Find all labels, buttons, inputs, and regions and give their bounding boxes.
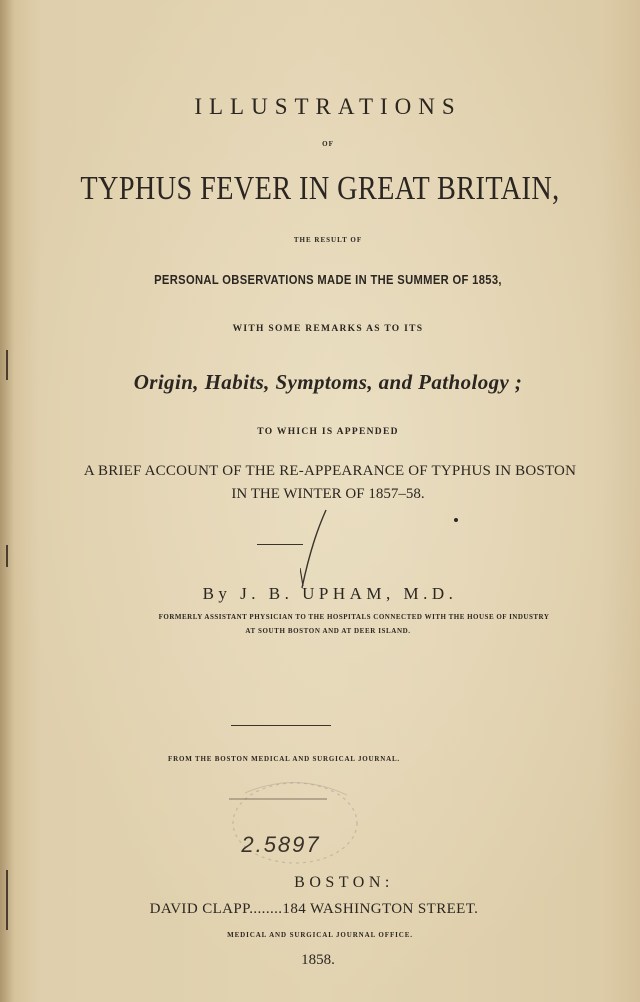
author-line: By J. B. UPHAM, M.D. — [202, 584, 458, 603]
divider-rule — [231, 725, 331, 726]
binding-mark — [6, 545, 8, 567]
imprint-city: BOSTON: — [294, 874, 394, 891]
binding-mark — [6, 870, 8, 930]
heading-illustrations: ILLUSTRATIONS — [194, 94, 462, 119]
subtitle-observations: PERSONAL OBSERVATIONS MADE IN THE SUMMER OF 1853, — [154, 272, 502, 287]
pen-mark — [300, 508, 330, 590]
imprint-office: MEDICAL AND SURGICAL JOURNAL OFFICE. — [227, 931, 413, 939]
subtitle-appended: TO WHICH IS APPENDED — [257, 427, 399, 437]
subtitle-remarks: WITH SOME REMARKS AS TO ITS — [232, 324, 424, 334]
imprint-publisher: DAVID CLAPP........184 WASHINGTON STREET. — [149, 901, 479, 917]
author-position-line-1: FORMERLY ASSISTANT PHYSICIAN TO THE HOSPITALS CONNECTED WITH THE HOUSE OF INDUSTRY — [158, 613, 550, 621]
shelfmark-handwritten: 2.5897 — [241, 832, 321, 857]
source-line: FROM THE BOSTON MEDICAL AND SURGICAL JOURNAL. — [168, 755, 400, 763]
account-line-1: A BRIEF ACCOUNT OF THE RE-APPEARANCE OF TYPHUS IN BOSTON — [83, 463, 577, 479]
subtitle-result-of: THE RESULT OF — [293, 236, 363, 244]
heading-of: OF — [322, 140, 334, 148]
imprint-year: 1858. — [301, 952, 335, 968]
author-position-line-2: AT SOUTH BOSTON AND AT DEER ISLAND. — [245, 627, 411, 635]
divider-rule — [257, 544, 303, 545]
main-title: TYPHUS FEVER IN GREAT BRITAIN, — [80, 170, 560, 207]
subtitle-topics: Origin, Habits, Symptoms, and Pathology ; — [133, 370, 523, 394]
ink-speck — [454, 518, 458, 522]
account-line-2: IN THE WINTER OF 1857–58. — [231, 486, 425, 502]
